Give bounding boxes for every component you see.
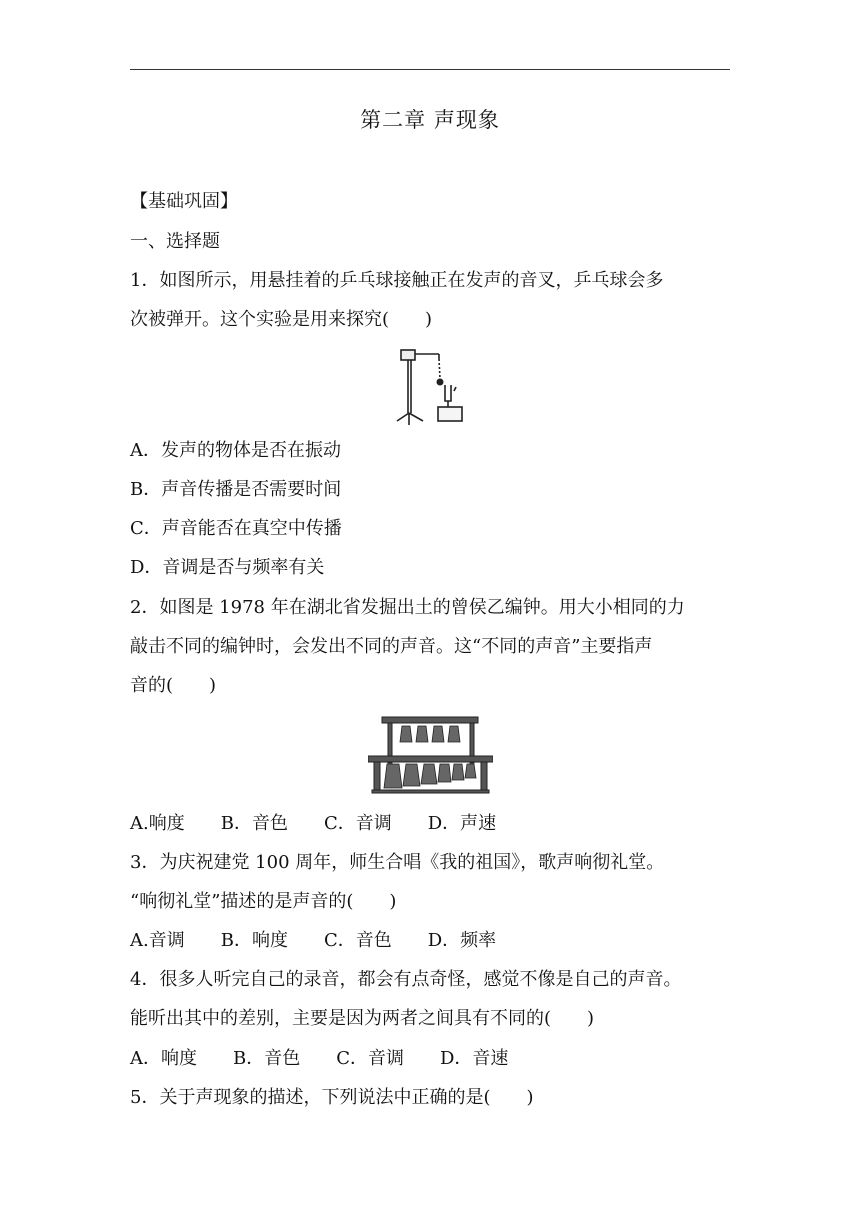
q1-option-a: A．发声的物体是否在振动 bbox=[130, 440, 341, 461]
q5-line-1: 5．关于声现象的描述，下列说法中正确的是( ) bbox=[130, 1087, 534, 1108]
chapter-title: 第二章 声现象 bbox=[360, 108, 500, 132]
bianzhong-bells-figure bbox=[368, 714, 493, 794]
q1-line-1: 1．如图所示，用悬挂着的乒乓球接触正在发声的音叉，乒乓球会多 bbox=[130, 270, 664, 291]
q1-line-2: 次被弹开。这个实验是用来探究( ) bbox=[130, 309, 433, 330]
header-rule bbox=[130, 69, 730, 70]
part-heading: 一、选择题 bbox=[130, 231, 220, 252]
q4-options: A．响度 B．音色 C．音调 D．音速 bbox=[130, 1048, 509, 1069]
q2-line-2: 敲击不同的编钟时，会发出不同的声音。这“不同的声音”主要指声 bbox=[130, 636, 653, 657]
q1-option-d: D．音调是否与频率有关 bbox=[130, 557, 325, 578]
q2-options: A.响度 B．音色 C．音调 D．声速 bbox=[130, 813, 497, 834]
q4-line-2: 能听出其中的差别，主要是因为两者之间具有不同的( ) bbox=[130, 1008, 595, 1029]
tuning-fork-pingpong-figure bbox=[393, 345, 473, 427]
q3-line-1: 3．为庆祝建党 100 周年，师生合唱《我的祖国》，歌声响彻礼堂。 bbox=[130, 852, 665, 873]
q1-option-c: C．声音能否在真空中传播 bbox=[130, 518, 342, 539]
q2-line-1: 2．如图是 1978 年在湖北省发掘出土的曾侯乙编钟。用大小相同的力 bbox=[130, 597, 685, 618]
q4-line-1: 4．很多人听完自己的录音，都会有点奇怪，感觉不像是自己的声音。 bbox=[130, 969, 682, 990]
section-heading: 【基础巩固】 bbox=[130, 191, 238, 212]
q1-option-b: B．声音传播是否需要时间 bbox=[130, 479, 342, 500]
q3-options: A.音调 B．响度 C．音色 D．频率 bbox=[130, 930, 497, 951]
q3-line-2: “响彻礼堂”描述的是声音的( ) bbox=[130, 891, 397, 912]
q2-line-3: 音的( ) bbox=[130, 675, 217, 696]
